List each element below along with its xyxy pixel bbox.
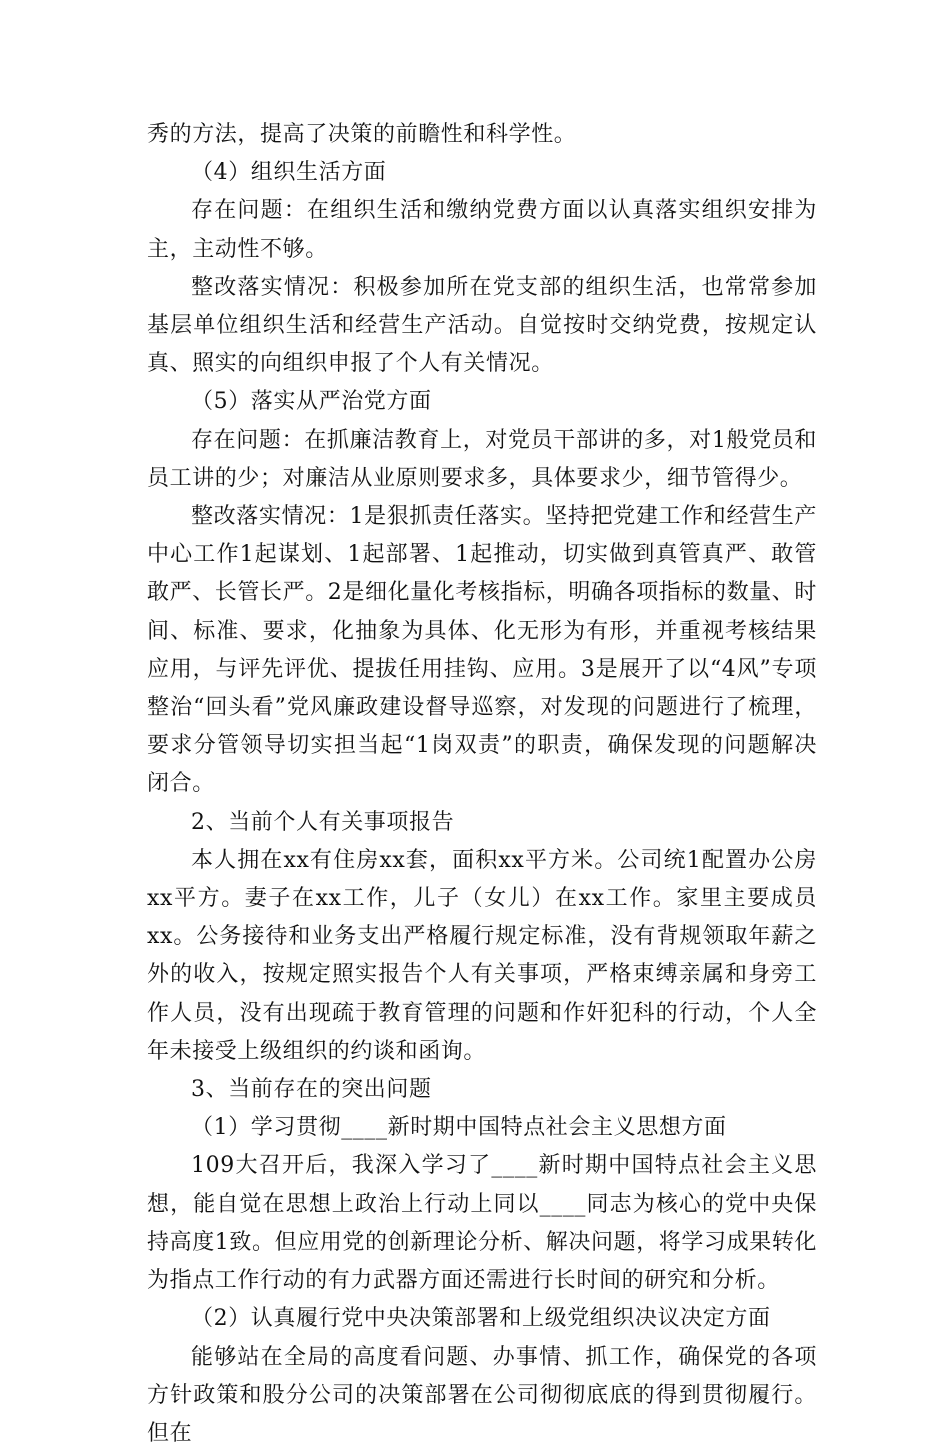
paragraph: 整改落实情况：1是狠抓责任落实。坚持把党建工作和经营生产中心工作1起谋划、1起部署、1起推动，切实做到真管真严、敢管敢严、长管长严。2是细化量化考核指标，明确各项指标的数量、时间、标准、要求，化抽象为具体、化无形为有形，并重视考核结果应用，与评先评优、提拔任用挂钩、应用。3是展开了以“4风”专项整治“回头看”党风廉政建设督导巡察，对发现的问题进行了梳理，要求分管领导切实担当起“1岗双责”的职责，确保发现的问题解决闭合。 bbox=[147, 498, 817, 804]
subheading: （5）落实从严治党方面 bbox=[147, 383, 817, 421]
paragraph: 存在问题：在抓廉洁教育上，对党员干部讲的多，对1般党员和员工讲的少；对廉洁从业原则要求多，具体要求少，细节管得少。 bbox=[147, 422, 817, 498]
section-heading: 3、当前存在的突出问题 bbox=[147, 1071, 817, 1109]
paragraph: 能够站在全局的高度看问题、办事情、抓工作，确保党的各项方针政策和股分公司的决策部署在公司彻彻底底的得到贯彻履行。但在 bbox=[147, 1339, 817, 1453]
subheading: （4）组织生活方面 bbox=[147, 154, 817, 192]
subheading: （1）学习贯彻____新时期中国特点社会主义思想方面 bbox=[147, 1109, 817, 1147]
paragraph: 存在问题：在组织生活和缴纳党费方面以认真落实组织安排为主，主动性不够。 bbox=[147, 192, 817, 268]
paragraph: 本人拥在xx有住房xx套，面积xx平方米。公司统1配置办公房xx平方。妻子在xx工作，儿子（女儿）在xx工作。家里主要成员xx。公务接待和业务支出严格履行规定标准，没有背规领取年薪之外的收入，按规定照实报告个人有关事项，严格束缚亲属和身旁工作人员，没有出现疏于教育管理的问题和作奸犯科的行动，个人全年未接受上级组织的约谈和函询。 bbox=[147, 842, 817, 1071]
paragraph: 秀的方法，提高了决策的前瞻性和科学性。 bbox=[147, 116, 817, 154]
subheading: （2）认真履行党中央决策部署和上级党组织决议决定方面 bbox=[147, 1300, 817, 1338]
paragraph: 整改落实情况：积极参加所在党支部的组织生活，也常常参加基层单位组织生活和经营生产活动。自觉按时交纳党费，按规定认真、照实的向组织申报了个人有关情况。 bbox=[147, 269, 817, 384]
document-body bbox=[147, 116, 817, 1453]
paragraph: 109大召开后，我深入学习了____新时期中国特点社会主义思想，能自觉在思想上政治上行动上同以____同志为核心的党中央保持高度1致。但应用党的创新理论分析、解决问题，将学习成果转化为指点工作行动的有力武器方面还需进行长时间的研究和分析。 bbox=[147, 1147, 817, 1300]
section-heading: 2、当前个人有关事项报告 bbox=[147, 804, 817, 842]
